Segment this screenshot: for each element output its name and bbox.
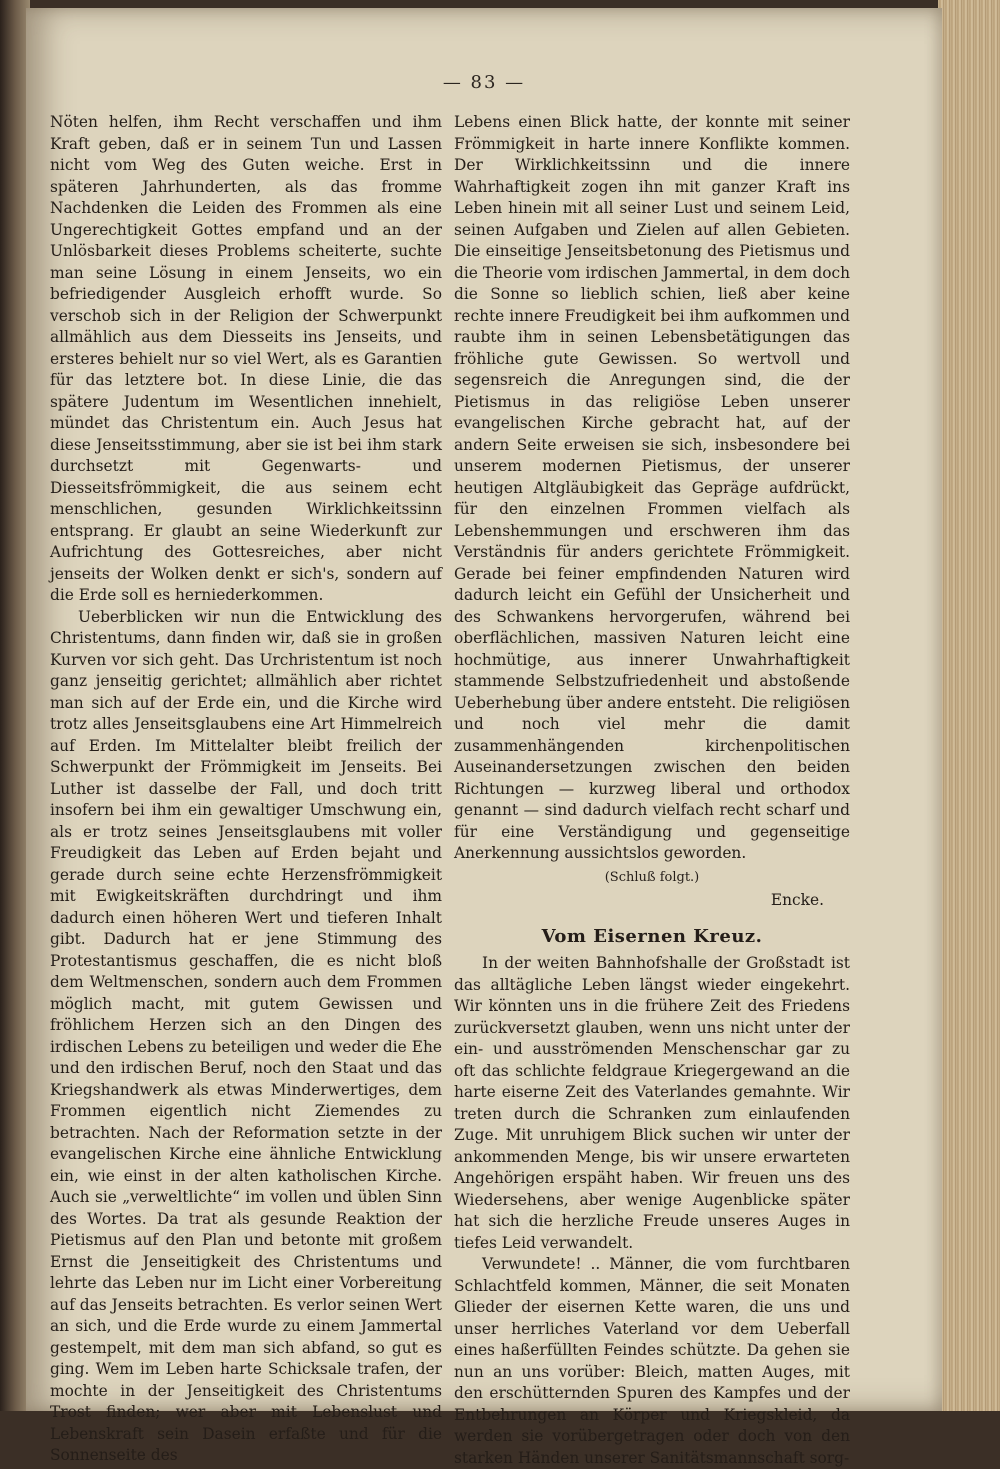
continuation-note: (Schluß folgt.)	[604, 869, 700, 885]
paragraph: Lebens einen Blick hatte, der konnte mit seiner Frömmigkeit in harte innere Konflikte kommen. Der Wirklichkeitssinn und die innere Wahrhaftigkeit zogen ihn mit ganzer Kraft ins Leben hinein mit all seiner Lust und seinem Leid, seinen Aufgaben und Zielen auf allen Gebieten. Die einseitige Jenseitsbetonung des Pietismus und die Theorie vom irdischen Jammertal, in dem doch die Sonne so lieblich schien, ließ aber keine rechte innere Freudigkeit bei ihm aufkommen und raubte ihm in seinen Lebensbetätigungen das fröhliche gute Gewissen. So wertvoll und segensreich die Anregungen sind, die der Pietismus in das religiöse Leben unserer evangelischen Kirche gebracht hat, auf der andern Seite erweisen sie sich, insbesondere bei unserem modernen Pietismus, der unserer heutigen Altgläubigkeit das Gepräge aufdrückt, für den einzelnen Frommen vielfach als Lebenshemmungen und erschweren ihm das Verständnis für anders gerichtete Frömmigkeit. Gerade bei feiner empfindenden Naturen wird dadurch leicht ein Gefühl der Unsicherheit und des Schwankens hervorgerufen, während bei oberflächlichen, massiven Naturen leicht eine hochmütige, aus innerer Unwahrhaftigkeit stammende Selbstzufriedenheit und abstoßende Ueberhebung über andere entsteht. Die religiösen und noch viel mehr die damit zusammenhängenden kirchenpolitischen Auseinandersetzungen zwischen den beiden Richtungen — kurzweg liberal und orthodox genannt — sind dadurch vielfach recht scharf und für eine Verständigung und gegenseitige Anerkennung aussichtslos geworden.	[454, 113, 850, 862]
page-number: — 83 —	[442, 72, 526, 93]
paragraph: In der weiten Bahnhofshalle der Großstadt ist das alltägliche Leben längst wieder eingekehrt. Wir könnten uns in die frühere Zeit des Friedens zurückversetzt glauben, wenn uns nicht unter der ein- und ausströmenden Menschenschar gar zu oft das schlichte feldgraue Kriegergewand an die harte eiserne Zeit des Vaterlandes gemahnte. Wir treten durch die Schranken zum einlaufenden Zuge. Mit unruhigem Blick suchen wir unter der ankommenden Menge, bis wir unsere erwarteten Angehörigen erspäht haben. Wir freuen uns des Wiedersehens, aber wenige Augenblicke später hat sich die herzliche Freude unseres Auges in tiefes Leid verwandelt.	[454, 954, 850, 1252]
author-signature: Encke.	[770, 891, 824, 909]
column-divider	[442, 116, 443, 1296]
paragraph: Verwundete! .. Männer, die vom furchtbaren Schlachtfeld kommen, Männer, die seit Monaten Glieder der eisernen Kette waren, die uns und unser herrliches Vaterland vor dem Ueberfall eines haßerfüllten Feindes schützte. Da gehen sie nun an uns vorüber: Bleich, matten Auges, mit den erschütternden Spuren des Kampfes und der Entbehrungen an Körper und Kriegskleid, da werden sie vorübergetragen oder doch von den starken Händen unserer Sanitätsmannschaft sorg-	[454, 1255, 850, 1467]
book-page	[26, 8, 942, 1467]
paragraph: Nöten helfen, ihm Recht verschaffen und ihm Kraft geben, daß er in seinem Tun und Lassen nicht vom Weg des Guten weiche. Erst in späteren Jahrhunderten, als das fromme Nachdenken die Leiden des Frommen als eine Ungerechtigkeit Gottes empfand und an der Unlösbarkeit dieses Problems scheiterte, suchte man seine Lösung in einem Jenseits, wo ein befriedigender Ausgleich erhofft wurde. So verschob sich in der Religion der Schwerpunkt allmählich aus dem Diesseits ins Jenseits, und ersteres behielt nur so viel Wert, als es Garantien für das letztere bot. In diese Linie, die das spätere Judentum im Wesentlichen innehielt, mündet das Christentum ein. Auch Jesus hat diese Jenseitsstimmung, aber sie ist bei ihm stark durchsetzt mit Gegenwarts- und Diesseitsfrömmigkeit, die aus seinem echt menschlichen, gesunden Wirklichkeitssinn entsprang. Er glaubt an seine Wiederkunft zur Aufrichtung des Gottesreiches, aber nicht jenseits der Wolken denkt er sich's, sondern auf die Erde soll es herniederkommen.	[50, 113, 442, 604]
book-page-edges	[938, 0, 1000, 1411]
left-column	[50, 112, 442, 1467]
paragraph: Ueberblicken wir nun die Entwicklung des Christentums, dann finden wir, daß sie in großen Kurven vor sich geht. Das Urchristentum ist noch ganz jenseitig gerichtet; allmählich aber richtet man sich auf der Erde ein, und die Kirche wird trotz alles Jenseitsglaubens eine Art Himmelreich auf Erden. Im Mittelalter bleibt freilich der Schwerpunkt der Frömmigkeit im Jenseits. Bei Luther ist dasselbe der Fall, und doch tritt insofern bei ihm ein gewaltiger Umschwung ein, als er trotz seines Jenseitsglaubens mit voller Freudigkeit das Leben auf Erden bejaht und gerade durch seine echte Herzensfrömmigkeit mit Ewigkeitskräften durchdringt und ihm dadurch einen höheren Wert und tieferen Inhalt gibt. Dadurch hat er jene Stimmung des Protestantismus geschaffen, die es nicht bloß dem Weltmenschen, sondern auch dem Frommen möglich macht, mit gutem Gewissen und fröhlichem Herzen sich an den Dingen des irdischen Lebens zu beteiligen und weder die Ehe und den irdischen Beruf, noch den Staat und das Kriegshandwerk als etwas Minderwertiges, dem Frommen eigentlich nicht Ziemendes zu betrachten. Nach der Reformation setzte in der evangelischen Kirche eine ähnliche Entwicklung ein, wie einst in der alten katholischen Kirche. Auch sie „verweltlichte“ im vollen und üblen Sinn des Wortes. Da trat als gesunde Reaktion der Pietismus auf den Plan und betonte mit großem Ernst die Jenseitigkeit des Christentums und lehrte das Leben nur im Licht einer Vorbereitung auf das Jenseits betrachten. Es verlor seinen Wert an sich, und die Erde wurde zu einem Jammertal gestempelt, mit dem man sich abfand, so gut es ging. Wem im Leben harte Schicksale trafen, der mochte in der Jenseitigkeit des Christentums Trost finden; wer aber mit Lebenslust und Lebenskraft sein Dasein erfaßte und für die Sonnenseite des	[50, 607, 442, 1464]
right-column	[454, 112, 850, 1469]
section-heading: Vom Eisernen Kreuz.	[541, 925, 763, 947]
